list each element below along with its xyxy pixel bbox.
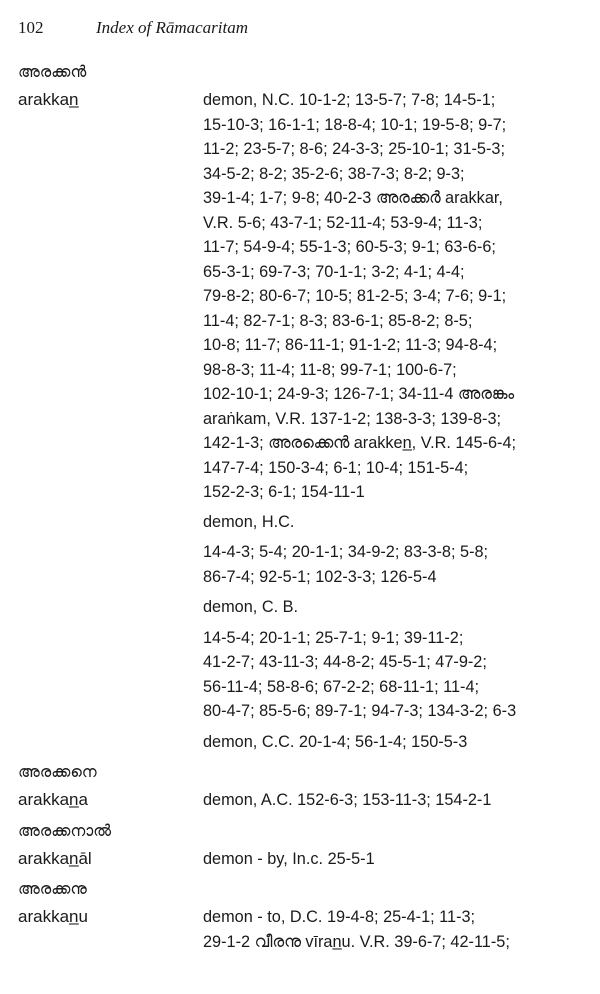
malayalam-headword: അരക്കനു [18,881,87,898]
reference-line: 147-7-4; 150-3-4; 6-1; 10-4; 151-5-4; [203,458,469,477]
reference-line: 56-11-4; 58-8-6; 67-2-2; 68-11-1; 11-4; [203,677,480,696]
reference-group [203,730,584,755]
reference-group [203,88,584,505]
reference-line: demon - to, D.C. 19-4-8; 25-4-1; 11-3; [203,908,476,926]
transliterated-headword: arakkan̲a [18,790,88,809]
transliterated-headword: arakkan̲ [18,90,79,109]
reference-line: 86-7-4; 92-5-1; 102-3-3; 126-5-4 [203,567,437,586]
reference-line: 98-8-3; 11-4; 11-8; 99-7-1; 100-6-7; [203,360,457,379]
reference-line: 152-2-3; 6-1; 154-11-1 [203,483,365,501]
reference-line: 65-3-1; 69-7-3; 70-1-1; 3-2; 4-1; 4-4; [203,262,465,281]
reference-line: V.R. 5-6; 43-7-1; 52-11-4; 53-9-4; 11-3; [203,213,483,232]
index-entry [18,58,584,754]
entry-row [18,88,584,754]
reference-line: 39-1-4; 1-7; 9-8; 40-2-3 അരക്കർ arakkar, [203,189,503,207]
reference-group [203,905,584,954]
reference-line: 80-4-7; 85-5-6; 89-7-1; 94-7-3; 134-3-2; 6-3 [203,702,517,720]
entry-row [18,847,584,872]
page-number: 102 [18,18,44,37]
reference-line: araṅkam, V.R. 137-1-2; 138-3-3; 139-8-3; [203,409,502,428]
malayalam-headword: അരക്കനെ [18,764,97,781]
reference-group [203,788,584,813]
reference-line: 10-8; 11-7; 86-11-1; 91-1-2; 11-3; 94-8-4; [203,336,498,354]
index-entries [18,58,584,954]
reference-line: demon, A.C. 152-6-3; 153-11-3; 154-2-1 [203,791,492,809]
reference-line: demon, C. B. [203,598,299,616]
reference-group [203,595,584,620]
reference-line: 14-5-4; 20-1-1; 25-7-1; 9-1; 39-11-2; [203,628,464,647]
reference-group [203,510,584,535]
reference-line: demon - by, In.c. 25-5-1 [203,849,375,868]
malayalam-headword: അരക്കൻ [18,64,87,81]
reference-line: 142-1-3; അരക്കെൻ arakken̲, V.R. 145-6-4; [203,434,517,452]
index-entry [18,758,584,813]
index-entry [18,817,584,872]
entry-definition [203,847,584,872]
reference-line: 11-4; 82-7-1; 8-3; 83-6-1; 85-8-2; 8-5; [203,311,473,330]
reference-group [203,847,584,872]
reference-line: 41-2-7; 43-11-3; 44-8-2; 45-5-1; 47-9-2; [203,653,487,671]
running-title: Index of Rāmacaritam [96,18,249,37]
reference-line: 29-1-2 വീരനു vīran̲u. V.R. 39-6-7; 42-11-5; [203,932,510,951]
reference-line: 102-10-1; 24-9-3; 126-7-1; 34-11-4 അരങ്കം [203,385,515,403]
page-header [18,18,582,44]
index-entry [18,875,584,954]
reference-line: 34-5-2; 8-2; 35-2-6; 38-7-3; 8-2; 9-3; [203,164,465,183]
malayalam-headword: അരക്കനാൽ [18,822,112,840]
reference-group [203,540,584,589]
entry-definition [203,905,584,954]
transliterated-headword: arakkan̲u [18,907,88,926]
reference-line: demon, H.C. [203,512,295,531]
reference-line: 11-2; 23-5-7; 8-6; 24-3-3; 25-10-1; 31-5-3; [203,140,505,158]
reference-line: 79-8-2; 80-6-7; 10-5; 81-2-5; 3-4; 7-6; 9-1; [203,287,507,305]
reference-line: 15-10-3; 16-1-1; 18-8-4; 10-1; 19-5-8; 9-7; [203,115,507,134]
entry-row [18,905,584,954]
reference-group [203,626,584,724]
reference-line: 14-4-3; 5-4; 20-1-1; 34-9-2; 83-3-8; 5-8; [203,543,489,561]
transliterated-headword: arakkan̲āl [18,848,92,868]
reference-line: demon, C.C. 20-1-4; 56-1-4; 150-5-3 [203,732,468,751]
reference-line: 11-7; 54-9-4; 55-1-3; 60-5-3; 9-1; 63-6-6; [203,238,496,256]
entry-definition [203,788,584,813]
reference-line: demon, N.C. 10-1-2; 13-5-7; 7-8; 14-5-1; [203,91,496,109]
entry-row [18,788,584,813]
entry-definition [203,88,584,754]
